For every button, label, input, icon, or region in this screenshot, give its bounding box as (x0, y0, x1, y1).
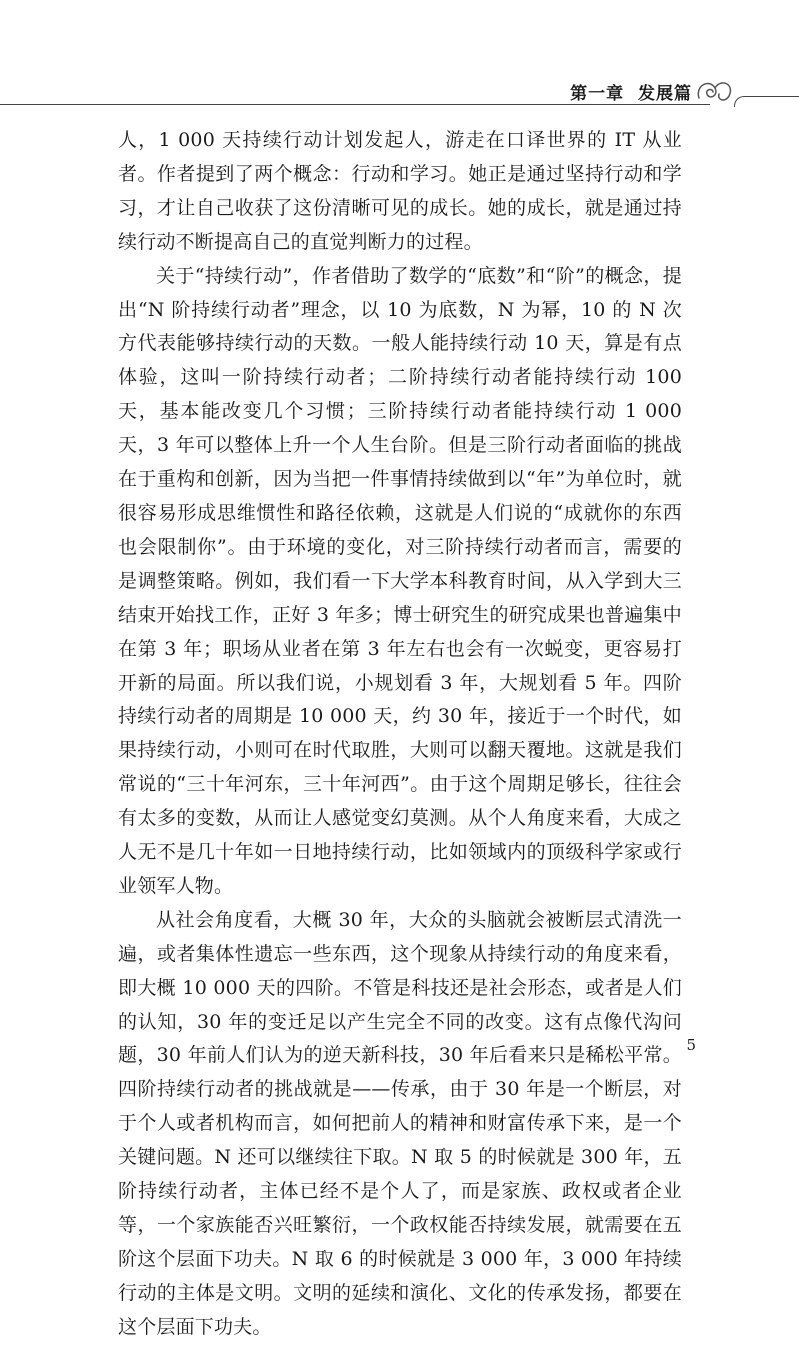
header-title (570, 82, 692, 106)
header-chapter: 第一章 (570, 84, 625, 104)
page-number: 5 (686, 1036, 696, 1054)
paragraph: 从社会角度看，大概 30 年，大众的头脑就会被断层式清洗一遍，或者集体性遗忘一些东西，这个现象从持续行动的角度来看，即大概 10 000 天的四阶。不管是科技还是社会形态，或者是人们的认知，30 年的变迁足以产生完全不同的改变。这有点像代沟问题，30 年前人们认为的逆天新科技，30 年后看来只是稀松平常。四阶持续行动者的挑战就是——传承，由于 30 年是一个断层，对于个人或者机构而言，如何把前人的精神和财富传承下来，是一个关键问题。N 还可以继续往下取。N 取 5 的时候就是 300 年，五阶持续行动者，主体已经不是个人了，而是家族、政权或者企业等，一个家族能否兴旺繁衍，一个政权能否持续发展，就需要在五阶这个层面下功夫。N 取 6 的时候就是 3 000 年，3 000 年持续行动的主体是文明。文明的延续和演化、文化的传承发扬，都要在这个层面下功夫。 (118, 908, 682, 1338)
paragraph: 关于“持续行动”，作者借助了数学的“底数”和“阶”的概念，提出“N 阶持续行动者”理念，以 10 为底数，N 为幂，10 的 N 次方代表能够持续行动的天数。一般人能持续行动 10 天，算是有点体验，这叫一阶持续行动者；二阶持续行动者能持续行动 100 天，基本能改变几个习惯；三阶持续行动者能持续行动 1 000 天，3 年可以整体上升一个人生台阶。但是三阶行动者面临的挑战在于重构和创新，因为当把一件事情持续做到以“年”为单位时，就很容易形成思维惯性和路径依赖，这就是人们说的“成就你的东西也会限制你”。由于环境的变化，对三阶持续行动者而言，需要的是调整策略。例如，我们看一下大学本科教育时间，从入学到大三结束开始找工作，正好 3 年多；博士研究生的研究成果也普遍集中在第 3 年；职场从业者在第 3 年左右也会有一次蜕变，更容易打开新的局面。所以我们说，小规划看 3 年，大规划看 5 年。四阶持续行动者的周期是 10 000 天，约 30 年，接近于一个时代，如果持续行动，小则可在时代取胜，大则可以翻天覆地。这就是我们常说的“三十年河东，三十年河西”。由于这个周期足够长，往往会有太多的变数，从而让人感觉变幻莫测。从个人角度来看，大成之人无不是几十年如一日地持续行动，比如领域内的顶级科学家或行业领军人物。 (118, 264, 682, 897)
header-section: 发展篇 (638, 84, 692, 104)
body-text (118, 124, 682, 1345)
header-tab-line (734, 96, 799, 107)
header-rule (0, 104, 710, 105)
swirl-icon (693, 76, 737, 110)
running-header (0, 82, 799, 108)
paragraph: 人，1 000 天持续行动计划发起人，游走在口译世界的 IT 从业者。作者提到了两个概念：行动和学习。她正是通过坚持行动和学习，才让自己收获了这份清晰可见的成长。她的成长，就是通过持续行动不断提高自己的直觉判断力的过程。 (118, 129, 682, 253)
